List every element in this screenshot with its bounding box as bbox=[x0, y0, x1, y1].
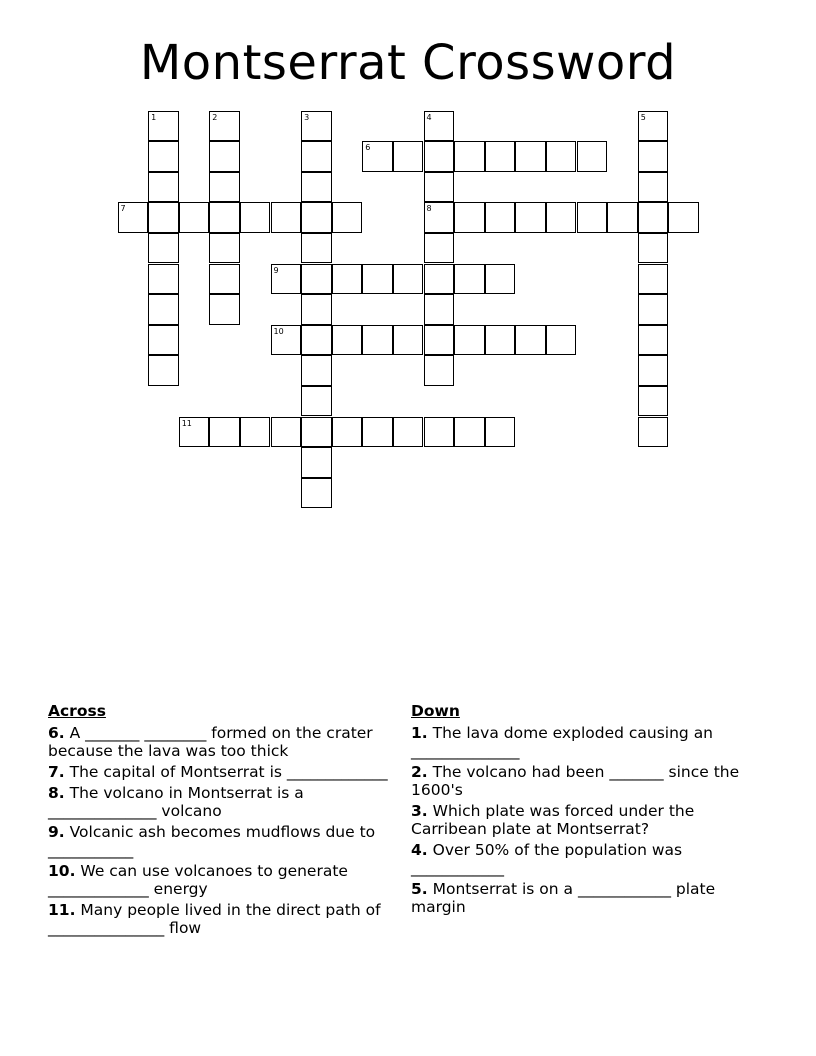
crossword-cell[interactable] bbox=[546, 325, 577, 356]
crossword-cell[interactable] bbox=[301, 386, 332, 417]
crossword-cell[interactable] bbox=[301, 172, 332, 203]
crossword-cell[interactable] bbox=[546, 202, 577, 233]
crossword-cell[interactable] bbox=[209, 294, 240, 325]
crossword-cell[interactable] bbox=[577, 202, 608, 233]
crossword-cell[interactable] bbox=[362, 264, 393, 295]
crossword-cell[interactable] bbox=[454, 264, 485, 295]
crossword-cell[interactable] bbox=[118, 202, 149, 233]
clue-number: 10. bbox=[48, 862, 76, 880]
crossword-cell[interactable] bbox=[638, 172, 669, 203]
clue-text: The volcano in Montserrat is a ______________ volcano bbox=[48, 784, 304, 820]
crossword-cell[interactable] bbox=[424, 111, 455, 142]
crossword-cell[interactable] bbox=[424, 325, 455, 356]
clue-number: 7. bbox=[48, 763, 65, 781]
crossword-cell[interactable] bbox=[301, 355, 332, 386]
crossword-cell[interactable] bbox=[301, 111, 332, 142]
crossword-cell[interactable] bbox=[209, 417, 240, 448]
crossword-cell[interactable] bbox=[301, 233, 332, 264]
down-clues bbox=[411, 702, 761, 919]
crossword-cell[interactable] bbox=[240, 202, 271, 233]
crossword-cell[interactable] bbox=[148, 141, 179, 172]
cell-number: 5 bbox=[640, 112, 646, 122]
crossword-cell[interactable] bbox=[577, 141, 608, 172]
crossword-cell[interactable] bbox=[301, 264, 332, 295]
crossword-cell[interactable] bbox=[454, 141, 485, 172]
crossword-cell[interactable] bbox=[424, 141, 455, 172]
crossword-cell[interactable] bbox=[271, 202, 302, 233]
clue-number: 3. bbox=[411, 802, 428, 820]
crossword-cell[interactable] bbox=[393, 141, 424, 172]
crossword-cell[interactable] bbox=[424, 264, 455, 295]
crossword-cell[interactable] bbox=[393, 325, 424, 356]
crossword-cell[interactable] bbox=[362, 141, 393, 172]
crossword-cell[interactable] bbox=[271, 264, 302, 295]
down-clue bbox=[411, 802, 761, 838]
cell-number: 11 bbox=[181, 418, 192, 428]
crossword-cell[interactable] bbox=[301, 294, 332, 325]
crossword-cell[interactable] bbox=[209, 172, 240, 203]
clue-number: 1. bbox=[411, 724, 428, 742]
crossword-cell[interactable] bbox=[515, 202, 546, 233]
crossword-cell[interactable] bbox=[301, 141, 332, 172]
crossword-cell[interactable] bbox=[638, 355, 669, 386]
crossword-cell[interactable] bbox=[424, 417, 455, 448]
crossword-cell[interactable] bbox=[148, 233, 179, 264]
clue-text: The volcano had been _______ since the 1600's bbox=[411, 763, 740, 799]
cell-number: 1 bbox=[151, 112, 157, 122]
crossword-cell[interactable] bbox=[209, 264, 240, 295]
crossword-cell[interactable] bbox=[424, 294, 455, 325]
clue-number: 11. bbox=[48, 901, 76, 919]
clue-text: We can use volcanoes to generate _____________ energy bbox=[48, 862, 348, 898]
clue-number: 5. bbox=[411, 880, 428, 898]
crossword-cell[interactable] bbox=[332, 264, 363, 295]
clue-text: Volcanic ash becomes mudflows due to ___________ bbox=[48, 823, 376, 859]
crossword-cell[interactable] bbox=[485, 325, 516, 356]
cell-number: 3 bbox=[304, 112, 310, 122]
crossword-cell[interactable] bbox=[638, 111, 669, 142]
crossword-cell[interactable] bbox=[209, 202, 240, 233]
crossword-cell[interactable] bbox=[638, 264, 669, 295]
crossword-cell[interactable] bbox=[454, 325, 485, 356]
crossword-cell[interactable] bbox=[668, 202, 699, 233]
cell-number: 2 bbox=[212, 112, 218, 122]
across-clue bbox=[48, 901, 398, 937]
crossword-cell[interactable] bbox=[301, 417, 332, 448]
clue-number: 2. bbox=[411, 763, 428, 781]
across-clue bbox=[48, 763, 398, 781]
crossword-cell[interactable] bbox=[148, 294, 179, 325]
crossword-cell[interactable] bbox=[454, 417, 485, 448]
crossword-cell[interactable] bbox=[638, 386, 669, 417]
crossword-cell[interactable] bbox=[148, 355, 179, 386]
crossword-cell[interactable] bbox=[148, 202, 179, 233]
across-clue bbox=[48, 724, 398, 760]
crossword-cell[interactable] bbox=[148, 264, 179, 295]
crossword-cell[interactable] bbox=[485, 202, 516, 233]
crossword-cell[interactable] bbox=[607, 202, 638, 233]
crossword-cell[interactable] bbox=[424, 233, 455, 264]
crossword-cell[interactable] bbox=[515, 325, 546, 356]
cell-number: 7 bbox=[120, 204, 126, 214]
clue-text: The lava dome exploded causing an ______________ bbox=[411, 724, 714, 760]
crossword-cell[interactable] bbox=[179, 417, 210, 448]
crossword-cell[interactable] bbox=[301, 202, 332, 233]
crossword-cell[interactable] bbox=[454, 202, 485, 233]
down-clue bbox=[411, 763, 761, 799]
crossword-cell[interactable] bbox=[332, 417, 363, 448]
crossword-cell[interactable] bbox=[179, 202, 210, 233]
across-clues bbox=[48, 702, 398, 940]
crossword-cell[interactable] bbox=[393, 417, 424, 448]
cell-number: 4 bbox=[426, 112, 432, 122]
cell-number: 8 bbox=[426, 204, 432, 214]
page-title: Montserrat Crossword bbox=[139, 35, 677, 91]
down-clue bbox=[411, 724, 761, 760]
crossword-cell[interactable] bbox=[638, 294, 669, 325]
crossword-cell[interactable] bbox=[362, 417, 393, 448]
clue-text: The capital of Montserrat is _____________ bbox=[69, 763, 388, 781]
crossword-cell[interactable] bbox=[638, 233, 669, 264]
crossword-cell[interactable] bbox=[209, 141, 240, 172]
clue-text: Montserrat is on a ____________ plate margin bbox=[411, 880, 716, 916]
down-heading: Down bbox=[411, 702, 460, 720]
crossword-cell[interactable] bbox=[638, 417, 669, 448]
crossword-cell[interactable] bbox=[301, 478, 332, 509]
across-clue bbox=[48, 784, 398, 820]
crossword-cell[interactable] bbox=[301, 325, 332, 356]
crossword-cell[interactable] bbox=[638, 141, 669, 172]
clue-text: Over 50% of the population was ____________ bbox=[411, 841, 683, 877]
crossword-cell[interactable] bbox=[638, 202, 669, 233]
crossword-cell[interactable] bbox=[271, 417, 302, 448]
clue-text: Which plate was forced under the Carribean plate at Montserrat? bbox=[411, 802, 695, 838]
crossword-cell[interactable] bbox=[515, 141, 546, 172]
clue-number: 4. bbox=[411, 841, 428, 859]
crossword-cell[interactable] bbox=[485, 141, 516, 172]
crossword-cell[interactable] bbox=[148, 325, 179, 356]
crossword-cell[interactable] bbox=[424, 355, 455, 386]
crossword-cell[interactable] bbox=[240, 417, 271, 448]
crossword-cell[interactable] bbox=[301, 447, 332, 478]
clue-number: 8. bbox=[48, 784, 65, 802]
across-clue bbox=[48, 862, 398, 898]
crossword-cell[interactable] bbox=[332, 202, 363, 233]
crossword-cell[interactable] bbox=[393, 264, 424, 295]
crossword-cell[interactable] bbox=[271, 325, 302, 356]
crossword-cell[interactable] bbox=[362, 325, 393, 356]
crossword-cell[interactable] bbox=[209, 111, 240, 142]
clue-number: 6. bbox=[48, 724, 65, 742]
cell-number: 9 bbox=[273, 265, 279, 275]
crossword-cell[interactable] bbox=[424, 172, 455, 203]
crossword-cell[interactable] bbox=[546, 141, 577, 172]
across-heading: Across bbox=[48, 702, 106, 720]
down-clue bbox=[411, 841, 761, 877]
across-clue bbox=[48, 823, 398, 859]
clue-text: A _______ ________ formed on the crater because the lava was too thick bbox=[48, 724, 373, 760]
crossword-cell[interactable] bbox=[209, 233, 240, 264]
crossword-cell[interactable] bbox=[332, 325, 363, 356]
down-clue bbox=[411, 880, 761, 916]
crossword-cell[interactable] bbox=[638, 325, 669, 356]
clue-text: Many people lived in the direct path of _______________ flow bbox=[48, 901, 381, 937]
clue-number: 9. bbox=[48, 823, 65, 841]
crossword-cell[interactable] bbox=[148, 111, 179, 142]
cell-number: 10 bbox=[273, 326, 284, 336]
crossword-cell[interactable] bbox=[485, 264, 516, 295]
crossword-cell[interactable] bbox=[148, 172, 179, 203]
crossword-cell[interactable] bbox=[424, 202, 455, 233]
cell-number: 6 bbox=[365, 143, 371, 153]
crossword-cell[interactable] bbox=[485, 417, 516, 448]
